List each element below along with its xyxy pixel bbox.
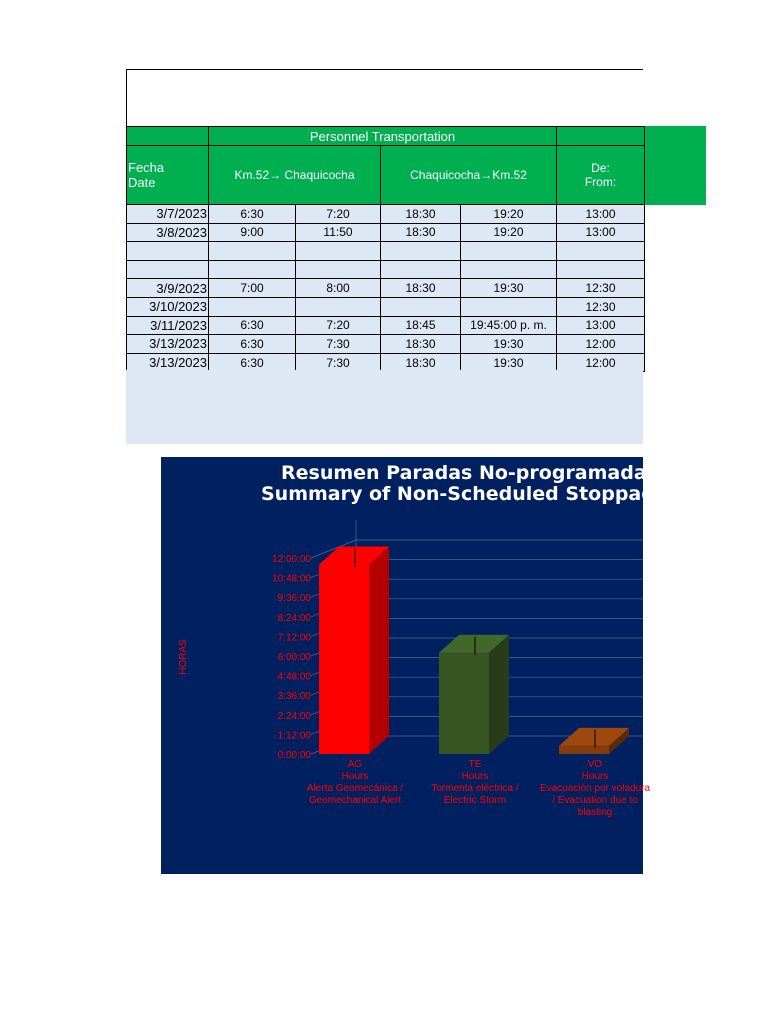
time-cell bbox=[209, 242, 296, 261]
time-cell: 18:30 bbox=[381, 279, 461, 298]
time-cell bbox=[381, 297, 461, 316]
time-cell: 13:00 bbox=[557, 316, 645, 335]
y-tick-label: 4:48:00 bbox=[277, 671, 311, 683]
time-cell: 19:30 bbox=[461, 353, 557, 372]
x-category-description: blasting bbox=[577, 807, 613, 818]
x-category-description: Geomechanical Alert bbox=[308, 795, 402, 806]
time-cell: 7:20 bbox=[296, 316, 381, 335]
time-cell: 12:30 bbox=[557, 297, 645, 316]
chart-title-line2: Summary of Non-Scheduled Stoppages - 0 bbox=[261, 483, 714, 505]
time-cell: 7:00 bbox=[209, 279, 296, 298]
x-category-code: VO bbox=[587, 759, 603, 770]
time-cell: 18:30 bbox=[381, 223, 461, 242]
time-cell: 18:30 bbox=[381, 353, 461, 372]
time-cell: 7:20 bbox=[296, 205, 381, 224]
x-category-description: Evacuación por voladura bbox=[539, 783, 651, 794]
time-cell: 6:30 bbox=[209, 205, 296, 224]
time-cell: 7:30 bbox=[296, 353, 381, 372]
time-cell: 6:30 bbox=[209, 316, 296, 335]
table-row bbox=[127, 223, 645, 242]
table-row bbox=[127, 316, 645, 335]
table-header-row bbox=[127, 127, 645, 146]
chart-title-line1: Resumen Paradas No-programadas - 07/ bbox=[281, 462, 713, 484]
time-cell: 12:00 bbox=[557, 335, 645, 354]
time-cell: 18:45 bbox=[381, 316, 461, 335]
time-cell: 11:50 bbox=[296, 223, 381, 242]
x-category-unit: Hours bbox=[461, 771, 489, 782]
time-cell bbox=[296, 297, 381, 316]
table-row bbox=[127, 205, 645, 224]
y-tick-label: 8:24:00 bbox=[277, 612, 311, 624]
y-tick-label: 9:36:00 bbox=[277, 593, 311, 605]
table-row bbox=[127, 297, 645, 316]
y-tick-label: 2:24:00 bbox=[277, 710, 311, 722]
table-row bbox=[127, 335, 645, 354]
header-personnel-transportation: Personnel Transportation bbox=[209, 127, 557, 146]
time-cell: 18:30 bbox=[381, 335, 461, 354]
x-category-code: AG bbox=[347, 759, 363, 770]
time-cell bbox=[296, 242, 381, 261]
date-cell: 3/13/2023 bbox=[127, 353, 209, 372]
x-category-code: TE bbox=[468, 759, 482, 770]
x-category-description: Electric Storm bbox=[443, 795, 507, 806]
date-cell bbox=[127, 260, 209, 279]
header-cell-empty bbox=[557, 127, 645, 146]
time-cell bbox=[209, 297, 296, 316]
time-cell bbox=[461, 242, 557, 261]
bar-side bbox=[369, 547, 389, 754]
date-cell: 3/13/2023 bbox=[127, 335, 209, 354]
y-axis-label: HORAS bbox=[178, 639, 189, 675]
header-route-outbound: Km.52→ Chaquicocha bbox=[209, 146, 381, 205]
y-tick-label: 7:12:00 bbox=[277, 632, 311, 644]
time-cell: 19:30 bbox=[461, 279, 557, 298]
x-category-unit: Hours bbox=[341, 771, 369, 782]
date-cell bbox=[127, 242, 209, 261]
date-cell: 3/11/2023 bbox=[127, 316, 209, 335]
date-cell: 3/7/2023 bbox=[127, 205, 209, 224]
bar-front bbox=[559, 746, 609, 754]
time-cell: 6:30 bbox=[209, 353, 296, 372]
time-cell: 6:30 bbox=[209, 335, 296, 354]
transport-schedule-table bbox=[126, 126, 645, 372]
time-cell: 8:00 bbox=[296, 279, 381, 298]
header-cell-empty bbox=[127, 127, 209, 146]
time-cell: 13:00 bbox=[557, 223, 645, 242]
time-cell: 18:30 bbox=[381, 205, 461, 224]
time-cell: 19:20 bbox=[461, 205, 557, 224]
table-subheader-row bbox=[127, 146, 645, 205]
time-cell: 13:00 bbox=[557, 205, 645, 224]
x-category-description: Tormenta eléctrica / bbox=[431, 783, 519, 794]
bar-front bbox=[319, 565, 369, 754]
time-cell bbox=[381, 260, 461, 279]
table-row bbox=[127, 279, 645, 298]
table-row bbox=[127, 242, 645, 261]
x-category-description: Alerta Geomecánica / bbox=[306, 783, 404, 794]
time-cell bbox=[296, 260, 381, 279]
time-cell: 7:30 bbox=[296, 335, 381, 354]
time-cell: 9:00 bbox=[209, 223, 296, 242]
time-cell bbox=[557, 242, 645, 261]
time-cell: 12:00 bbox=[557, 353, 645, 372]
stoppages-chart bbox=[161, 457, 714, 874]
header-from: De: From: bbox=[557, 146, 645, 205]
time-cell: 19:20 bbox=[461, 223, 557, 242]
header-route-return: Chaquicocha→Km.52 bbox=[381, 146, 557, 205]
date-cell: 3/10/2023 bbox=[127, 297, 209, 316]
time-cell: 12:30 bbox=[557, 279, 645, 298]
table-row bbox=[127, 260, 645, 279]
time-cell bbox=[461, 297, 557, 316]
time-cell bbox=[209, 260, 296, 279]
date-cell: 3/9/2023 bbox=[127, 279, 209, 298]
y-tick-label: 0:00:00 bbox=[277, 750, 311, 761]
time-cell bbox=[557, 260, 645, 279]
bar-side bbox=[489, 635, 509, 754]
date-cell: 3/8/2023 bbox=[127, 223, 209, 242]
y-tick-label: 10:48:00 bbox=[272, 573, 311, 585]
header-date: Fecha Date bbox=[127, 146, 209, 205]
x-category-description: / Evacuation due to bbox=[552, 795, 638, 806]
sheet-header-area bbox=[126, 69, 643, 127]
notes-area bbox=[126, 370, 643, 444]
time-cell: 19:30 bbox=[461, 335, 557, 354]
x-category-unit: Hours bbox=[581, 771, 609, 782]
y-tick-label: 12:00:00 bbox=[272, 554, 311, 565]
y-tick-label: 3:36:00 bbox=[277, 691, 311, 703]
time-cell: 19:45:00 p. m. bbox=[461, 316, 557, 335]
y-tick-label: 1:12:00 bbox=[277, 730, 311, 742]
y-tick-label: 6:00:00 bbox=[277, 652, 311, 663]
chart-svg bbox=[161, 457, 714, 874]
bar-front bbox=[439, 653, 489, 754]
time-cell bbox=[461, 260, 557, 279]
time-cell bbox=[381, 242, 461, 261]
